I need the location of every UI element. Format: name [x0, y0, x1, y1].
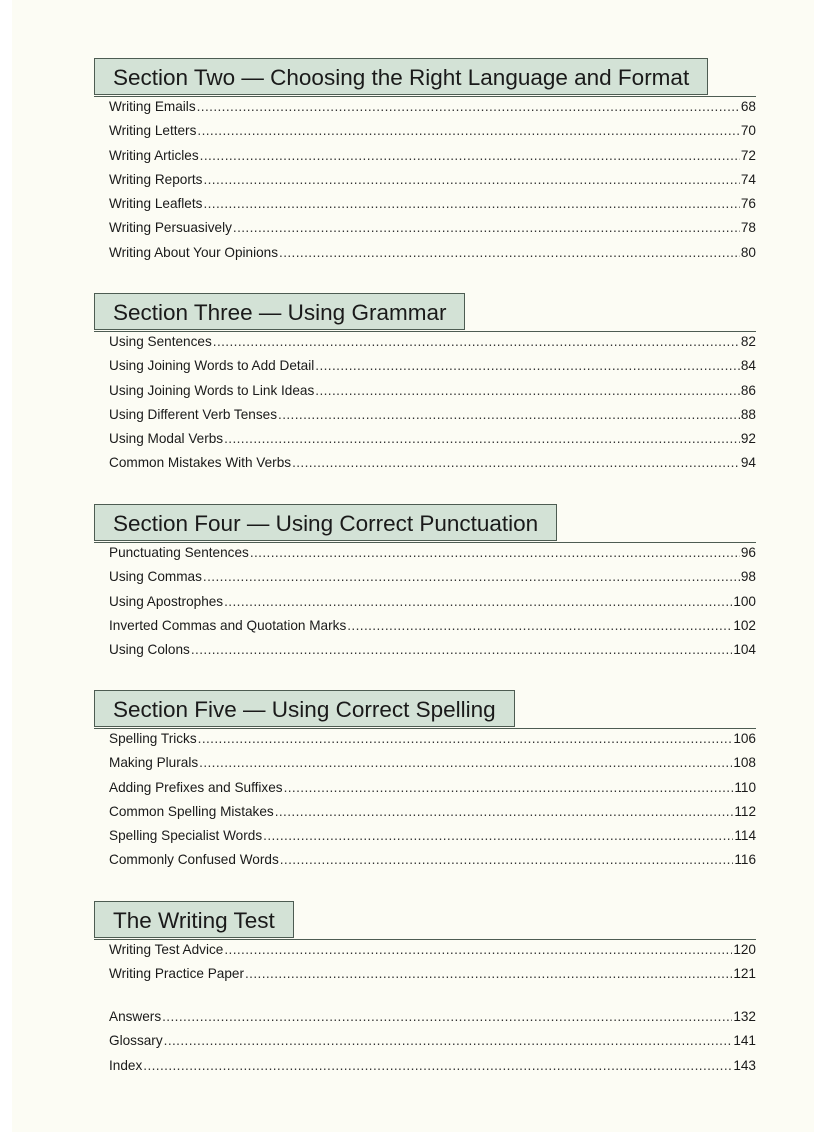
- toc-entry[interactable]: [109, 383, 756, 407]
- toc-entry-title: Using Colons: [109, 642, 190, 658]
- toc-entry[interactable]: [109, 99, 756, 123]
- toc-entry-page: 96: [740, 545, 756, 560]
- toc-entry-title: Writing Practice Paper: [109, 966, 244, 982]
- toc-entry[interactable]: [109, 123, 756, 147]
- section-entries: [109, 942, 756, 991]
- toc-entry[interactable]: [109, 334, 756, 358]
- toc-entry-page: 80: [740, 244, 756, 260]
- toc-entry[interactable]: [109, 172, 756, 196]
- toc-entry-page: 120: [733, 942, 756, 957]
- toc-entry-title: Spelling Tricks: [109, 731, 197, 746]
- toc-entry-page: 100: [733, 593, 756, 609]
- dot-leader: [224, 942, 732, 957]
- section-header: Section Two — Choosing the Right Language and Format: [94, 58, 708, 95]
- toc-entry-title: Writing Emails: [109, 99, 196, 114]
- dot-leader: [198, 731, 733, 746]
- toc-entry-title: Writing Reports: [109, 171, 203, 187]
- toc-entry-title: Writing Articles: [109, 147, 199, 163]
- toc-entry-title: Using Apostrophes: [109, 593, 224, 609]
- toc-entry-page: 141: [733, 1033, 756, 1049]
- dot-leader: [162, 1009, 732, 1024]
- dot-leader: [284, 780, 734, 795]
- toc-entry-page: 112: [734, 803, 756, 819]
- section-rule: [94, 542, 756, 543]
- toc-entry-page: 94: [740, 455, 756, 471]
- toc-entry-page: 114: [734, 828, 756, 844]
- dot-leader: [275, 804, 734, 819]
- toc-entry-page: 98: [740, 569, 756, 585]
- toc-entry-page: 102: [733, 617, 756, 633]
- toc-entry[interactable]: [109, 407, 756, 431]
- toc-entry[interactable]: [109, 852, 756, 876]
- toc-entry-page: 143: [733, 1057, 756, 1073]
- back-matter-entries: [109, 1009, 756, 1082]
- dot-leader: [233, 220, 740, 235]
- toc-entry-page: 76: [740, 196, 756, 212]
- toc-entry[interactable]: [109, 594, 756, 618]
- section-header: Section Four — Using Correct Punctuation: [94, 504, 557, 541]
- section-rule: [94, 331, 756, 332]
- toc-entry-page: 106: [733, 731, 756, 746]
- toc-entry-page: 72: [740, 147, 756, 163]
- toc-entry[interactable]: [109, 220, 756, 244]
- section-rule: [94, 728, 756, 729]
- toc-entry-title: Writing Leaflets: [109, 196, 203, 212]
- toc-entry-page: 78: [740, 220, 756, 236]
- toc-entry-title: Adding Prefixes and Suffixes: [109, 779, 283, 795]
- dot-leader: [279, 245, 740, 260]
- toc-entry-page: 68: [740, 99, 756, 114]
- toc-entry-page: 104: [733, 642, 756, 658]
- section-writing-test: [94, 901, 757, 982]
- toc-entry[interactable]: [109, 780, 756, 804]
- section-two: [94, 58, 757, 260]
- dot-leader: [224, 594, 732, 609]
- section-five: [94, 690, 757, 868]
- toc-entry-page: 121: [733, 966, 756, 982]
- toc-entry[interactable]: [109, 455, 756, 479]
- section-header: Section Three — Using Grammar: [94, 293, 465, 330]
- toc-entry-title: Using Commas: [109, 569, 202, 585]
- dot-leader: [164, 1033, 733, 1048]
- dot-leader: [143, 1058, 732, 1073]
- toc-entry-title: Writing Letters: [109, 123, 197, 139]
- toc-entry-title: Commonly Confused Words: [109, 852, 279, 868]
- contents-page: [12, 0, 814, 1132]
- toc-entry[interactable]: [109, 358, 756, 382]
- toc-entry-title: Using Sentences: [109, 334, 212, 349]
- toc-entry[interactable]: [109, 1033, 756, 1057]
- dot-leader: [199, 755, 732, 770]
- dot-leader: [224, 431, 740, 446]
- toc-entry-title: Common Mistakes With Verbs: [109, 455, 292, 471]
- toc-entry-page: 88: [740, 406, 756, 422]
- toc-entry-page: 70: [740, 123, 756, 139]
- toc-entry-page: 74: [740, 171, 756, 187]
- toc-entry[interactable]: [109, 828, 756, 852]
- dot-leader: [197, 123, 739, 138]
- section-header: Section Five — Using Correct Spelling: [94, 690, 515, 727]
- dot-leader: [245, 966, 732, 981]
- toc-entry-page: 116: [734, 852, 756, 868]
- toc-entry-title: Index: [109, 1057, 143, 1073]
- section-entries: [109, 334, 756, 480]
- toc-entry-title: Spelling Specialist Words: [109, 828, 263, 844]
- toc-entry-page: 108: [733, 755, 756, 771]
- toc-entry[interactable]: [109, 431, 756, 455]
- toc-entry[interactable]: [109, 642, 756, 666]
- section-entries: [109, 545, 756, 666]
- dot-leader: [280, 852, 734, 867]
- toc-entry[interactable]: [109, 755, 756, 779]
- toc-entry-page: 110: [734, 779, 756, 795]
- dot-leader: [347, 618, 732, 633]
- toc-entry[interactable]: [109, 942, 756, 966]
- dot-leader: [292, 455, 740, 470]
- toc-entry[interactable]: [109, 1009, 756, 1033]
- section-entries: [109, 731, 756, 877]
- dot-leader: [197, 99, 740, 114]
- dot-leader: [203, 172, 739, 187]
- dot-leader: [203, 569, 740, 584]
- toc-entry[interactable]: [109, 196, 756, 220]
- toc-entry-title: Answers: [109, 1009, 162, 1024]
- toc-entry[interactable]: [109, 545, 756, 569]
- toc-entry-title: Making Plurals: [109, 755, 199, 771]
- dot-leader: [191, 642, 732, 657]
- dot-leader: [213, 334, 740, 349]
- toc-entry-title: Using Joining Words to Link Ideas: [109, 382, 315, 398]
- dot-leader: [315, 358, 740, 373]
- dot-leader: [203, 196, 739, 211]
- toc-entry-title: Inverted Commas and Quotation Marks: [109, 617, 347, 633]
- toc-entry-title: Writing Test Advice: [109, 942, 224, 957]
- toc-entry-title: Using Joining Words to Add Detail: [109, 358, 315, 374]
- toc-entry-title: Using Modal Verbs: [109, 431, 224, 447]
- toc-entry-page: 86: [740, 382, 756, 398]
- toc-entry-title: Glossary: [109, 1033, 163, 1049]
- toc-entry[interactable]: [109, 245, 756, 269]
- toc-entry-title: Writing About Your Opinions: [109, 244, 279, 260]
- toc-entry[interactable]: [109, 1058, 756, 1082]
- dot-leader: [200, 148, 740, 163]
- section-four: [94, 504, 757, 658]
- dot-leader: [278, 407, 740, 422]
- dot-leader: [315, 383, 740, 398]
- toc-entry[interactable]: [109, 966, 756, 990]
- toc-entry-page: 84: [740, 358, 756, 374]
- toc-entry-title: Using Different Verb Tenses: [109, 406, 278, 422]
- section-rule: [94, 939, 756, 940]
- toc-entry[interactable]: [109, 804, 756, 828]
- toc-entry-title: Common Spelling Mistakes: [109, 803, 274, 819]
- dot-leader: [263, 828, 733, 843]
- section-three: [94, 293, 757, 471]
- toc-entry-page: 82: [740, 334, 756, 349]
- toc-entry[interactable]: [109, 569, 756, 593]
- toc-entry-title: Punctuating Sentences: [109, 545, 249, 560]
- section-entries: [109, 99, 756, 269]
- dot-leader: [250, 545, 740, 560]
- toc-entry[interactable]: [109, 148, 756, 172]
- toc-entry[interactable]: [109, 731, 756, 755]
- toc-entry-page: 132: [733, 1009, 756, 1024]
- section-rule: [94, 96, 756, 97]
- toc-entry[interactable]: [109, 618, 756, 642]
- section-header: The Writing Test: [94, 901, 294, 938]
- toc-entry-title: Writing Persuasively: [109, 220, 232, 236]
- toc-entry-page: 92: [740, 431, 756, 447]
